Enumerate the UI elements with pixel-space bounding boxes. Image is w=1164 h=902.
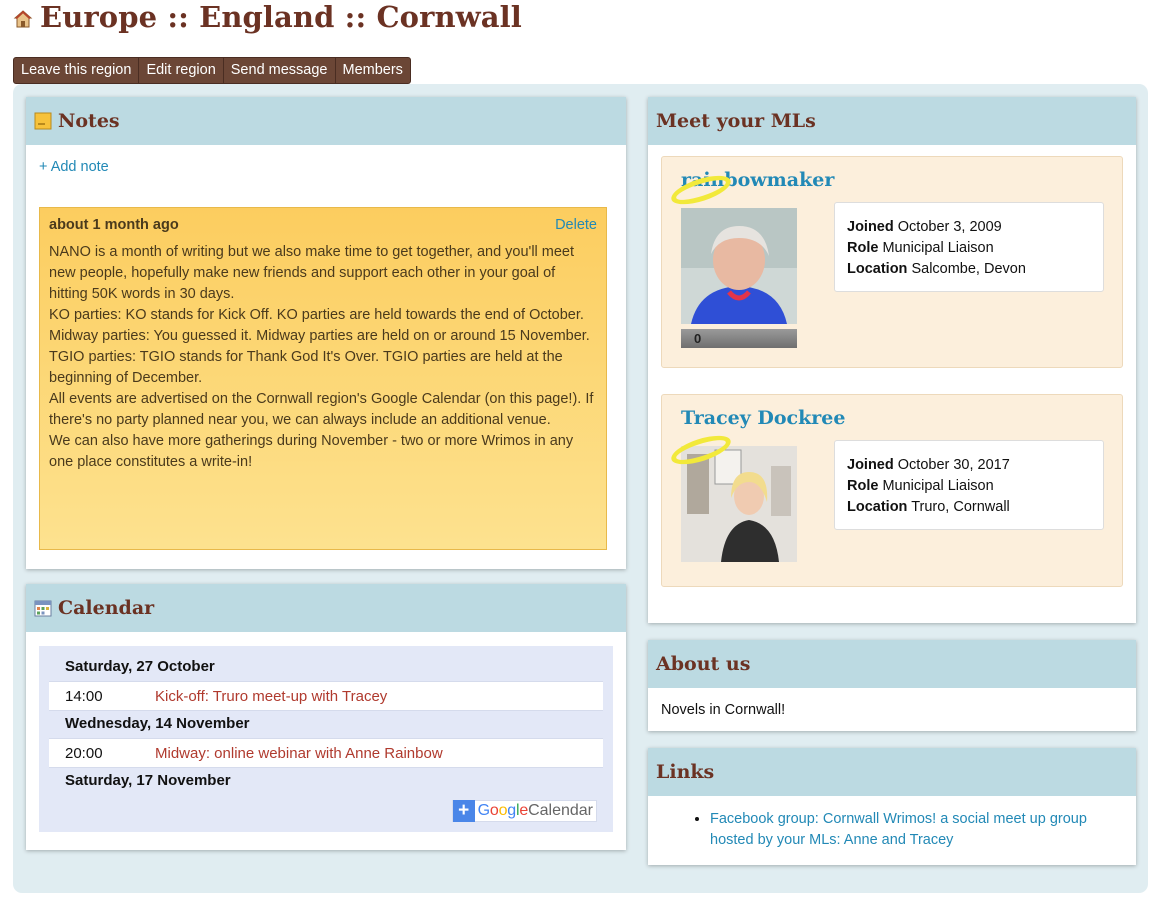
- links-list: [710, 809, 1120, 851]
- ml-info-box: [834, 440, 1104, 530]
- role-label: Role: [847, 240, 879, 256]
- note-paragraph: Midway parties: You guessed it. Midway parties are held on or around 15 November.: [49, 328, 590, 344]
- notes-title: Notes: [58, 110, 120, 132]
- location-value: Truro, Cornwall: [911, 499, 1010, 515]
- ml-wordcount-bar: 0: [681, 329, 797, 348]
- event-title[interactable]: Midway: online webinar with Anne Rainbow: [155, 744, 443, 762]
- location-label: Location: [847, 499, 908, 515]
- calendar-event[interactable]: [49, 738, 603, 768]
- members-button[interactable]: Members: [335, 58, 410, 83]
- region-action-bar: [13, 57, 411, 84]
- role-value: Municipal Liaison: [882, 240, 994, 256]
- mls-header: [648, 97, 1136, 145]
- send-message-button[interactable]: Send message: [223, 58, 335, 83]
- event-time: 20:00: [65, 744, 103, 762]
- ml-name-link[interactable]: rainbowmaker: [681, 169, 835, 191]
- links-header: [648, 748, 1136, 796]
- location-label: Location: [847, 261, 908, 277]
- about-text: Novels in Cornwall!: [661, 702, 786, 718]
- note-card: [39, 207, 607, 550]
- plus-icon: +: [453, 800, 475, 822]
- calendar-title: Calendar: [58, 597, 155, 619]
- links-title: Links: [656, 761, 715, 783]
- ml-avatar[interactable]: [681, 446, 797, 562]
- role-value: Municipal Liaison: [882, 478, 994, 494]
- note-paragraph: KO parties: KO stands for Kick Off. KO parties are held towards the end of October.: [49, 307, 584, 323]
- ml-name-link[interactable]: Tracey Dockree: [681, 407, 846, 429]
- joined-value: October 30, 2017: [897, 457, 1010, 473]
- delete-note-link[interactable]: Delete: [555, 217, 597, 233]
- note-paragraph: We can also have more gatherings during November - two or more Wrimos in any one place constitutes a write-in!: [49, 433, 574, 470]
- page-title: [13, 0, 522, 34]
- note-paragraph: All events are advertised on the Cornwall region's Google Calendar (on this page!). If there's no party planned near you, we can always include an additional venue.: [49, 391, 594, 428]
- ml-card: [661, 394, 1123, 587]
- note-paragraph: TGIO parties: TGIO stands for Thank God It's Over. TGIO parties are held at the beginning of December.: [49, 349, 563, 386]
- mls-title: Meet your MLs: [656, 110, 816, 132]
- calendar-agenda: [39, 646, 613, 832]
- calendar-day: Wednesday, 14 November: [65, 715, 250, 732]
- calendar-icon: [34, 599, 52, 617]
- notes-panel: [26, 97, 626, 569]
- calendar-logo-text: Calendar: [528, 802, 593, 819]
- links-panel: [648, 748, 1136, 865]
- ml-info-box: [834, 202, 1104, 292]
- region-title: Europe :: England :: Cornwall: [40, 0, 522, 34]
- link-item[interactable]: • Facebook group: Cornwall Wrimos! a social meet up group hosted by your MLs: Anne and Tracey: [710, 809, 1120, 851]
- about-title: About us: [656, 653, 751, 675]
- ml-avatar[interactable]: [681, 208, 797, 324]
- note-paragraph: NANO is a month of writing but we also make time to get together, and you'll meet new people, hopefully make new friends and support each other in your goal of hitting 50K words in 30 days.: [49, 244, 575, 302]
- google-calendar-button[interactable]: [452, 800, 597, 822]
- calendar-day: Saturday, 17 November: [65, 772, 231, 789]
- notes-header: [26, 97, 626, 145]
- region-content: [13, 84, 1148, 893]
- sticky-note-icon: [34, 112, 52, 130]
- edit-region-button[interactable]: Edit region: [138, 58, 222, 83]
- note-timestamp: about 1 month ago: [49, 217, 179, 233]
- add-note-link[interactable]: + Add note: [39, 159, 109, 175]
- ml-card: [661, 156, 1123, 368]
- google-logo-text: Google: [477, 802, 529, 819]
- about-header: [648, 640, 1136, 688]
- home-icon: [13, 9, 33, 29]
- calendar-event[interactable]: [49, 681, 603, 711]
- calendar-header: [26, 584, 626, 632]
- about-panel: [648, 640, 1136, 731]
- calendar-day: Saturday, 27 October: [65, 658, 215, 675]
- meet-mls-panel: [648, 97, 1136, 623]
- role-label: Role: [847, 478, 879, 494]
- event-title[interactable]: Kick-off: Truro meet-up with Tracey: [155, 687, 388, 705]
- leave-region-button[interactable]: Leave this region: [21, 62, 132, 78]
- note-body: [49, 242, 597, 473]
- joined-label: Joined: [847, 457, 894, 473]
- joined-value: October 3, 2009: [897, 219, 1002, 235]
- joined-label: Joined: [847, 219, 894, 235]
- event-time: 14:00: [65, 687, 103, 705]
- location-value: Salcombe, Devon: [911, 261, 1026, 277]
- calendar-panel: [26, 584, 626, 850]
